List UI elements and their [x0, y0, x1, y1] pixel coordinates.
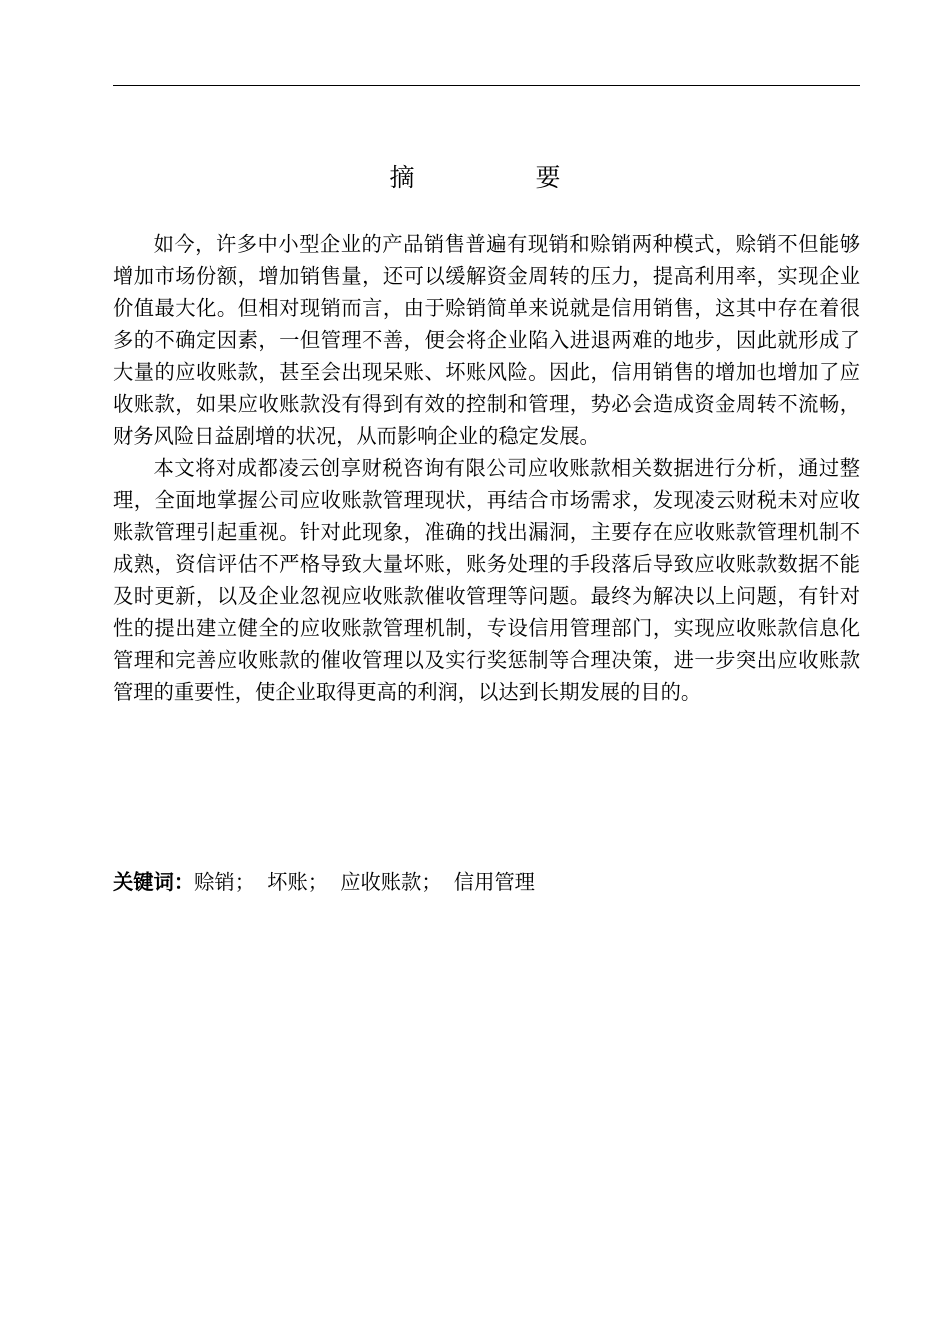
- keyword-item: 坏账；: [267, 870, 329, 894]
- keywords-label: 关键词：: [113, 870, 195, 894]
- keyword-item: 信用管理: [453, 870, 535, 894]
- abstract-paragraph-2: 本文将对成都凌云创享财税咨询有限公司应收账款相关数据进行分析，通过整理，全面地掌握公司应收账款管理现状，再结合市场需求，发现凌云财税未对应收账款管理引起重视。针对此现象，准确的找出漏洞，主要存在应收账款管理机制不成熟，资信评估不严格导致大量坏账，账务处理的手段落后导致应收账款数据不能及时更新，以及企业忽视应收账款催收管理等问题。最终为解决以上问题，有针对性的提出建立健全的应收账款管理机制，专设信用管理部门，实现应收账款信息化管理和完善应收账款的催收管理以及实行奖惩制等合理决策，进一步突出应收账款管理的重要性，使企业取得更高的利润，以达到长期发展的目的。: [113, 456, 860, 704]
- keyword-item: 赊销；: [194, 870, 255, 894]
- header-rule: [113, 85, 860, 86]
- abstract-title: 摘 要: [389, 163, 609, 192]
- abstract-paragraph-1: 如今，许多中小型企业的产品销售普遍有现销和赊销两种模式，赊销不但能够增加市场份额，增加销售量，还可以缓解资金周转的压力，提高利用率，实现企业价值最大化。但相对现销而言，由于赊销简单来说就是信用销售，这其中存在着很多的不确定因素，一但管理不善，便会将企业陷入进退两难的地步，因此就形成了大量的应收账款，甚至会出现呆账、坏账风险。因此，信用销售的增加也增加了应收账款，如果应收账款没有得到有效的控制和管理，势必会造成资金周转不流畅，财务风险日益剧增的状况，从而影响企业的稳定发展。: [113, 232, 860, 448]
- keywords-line: [113, 866, 860, 898]
- keyword-item: 应收账款；: [340, 870, 442, 894]
- abstract-body: [113, 228, 860, 708]
